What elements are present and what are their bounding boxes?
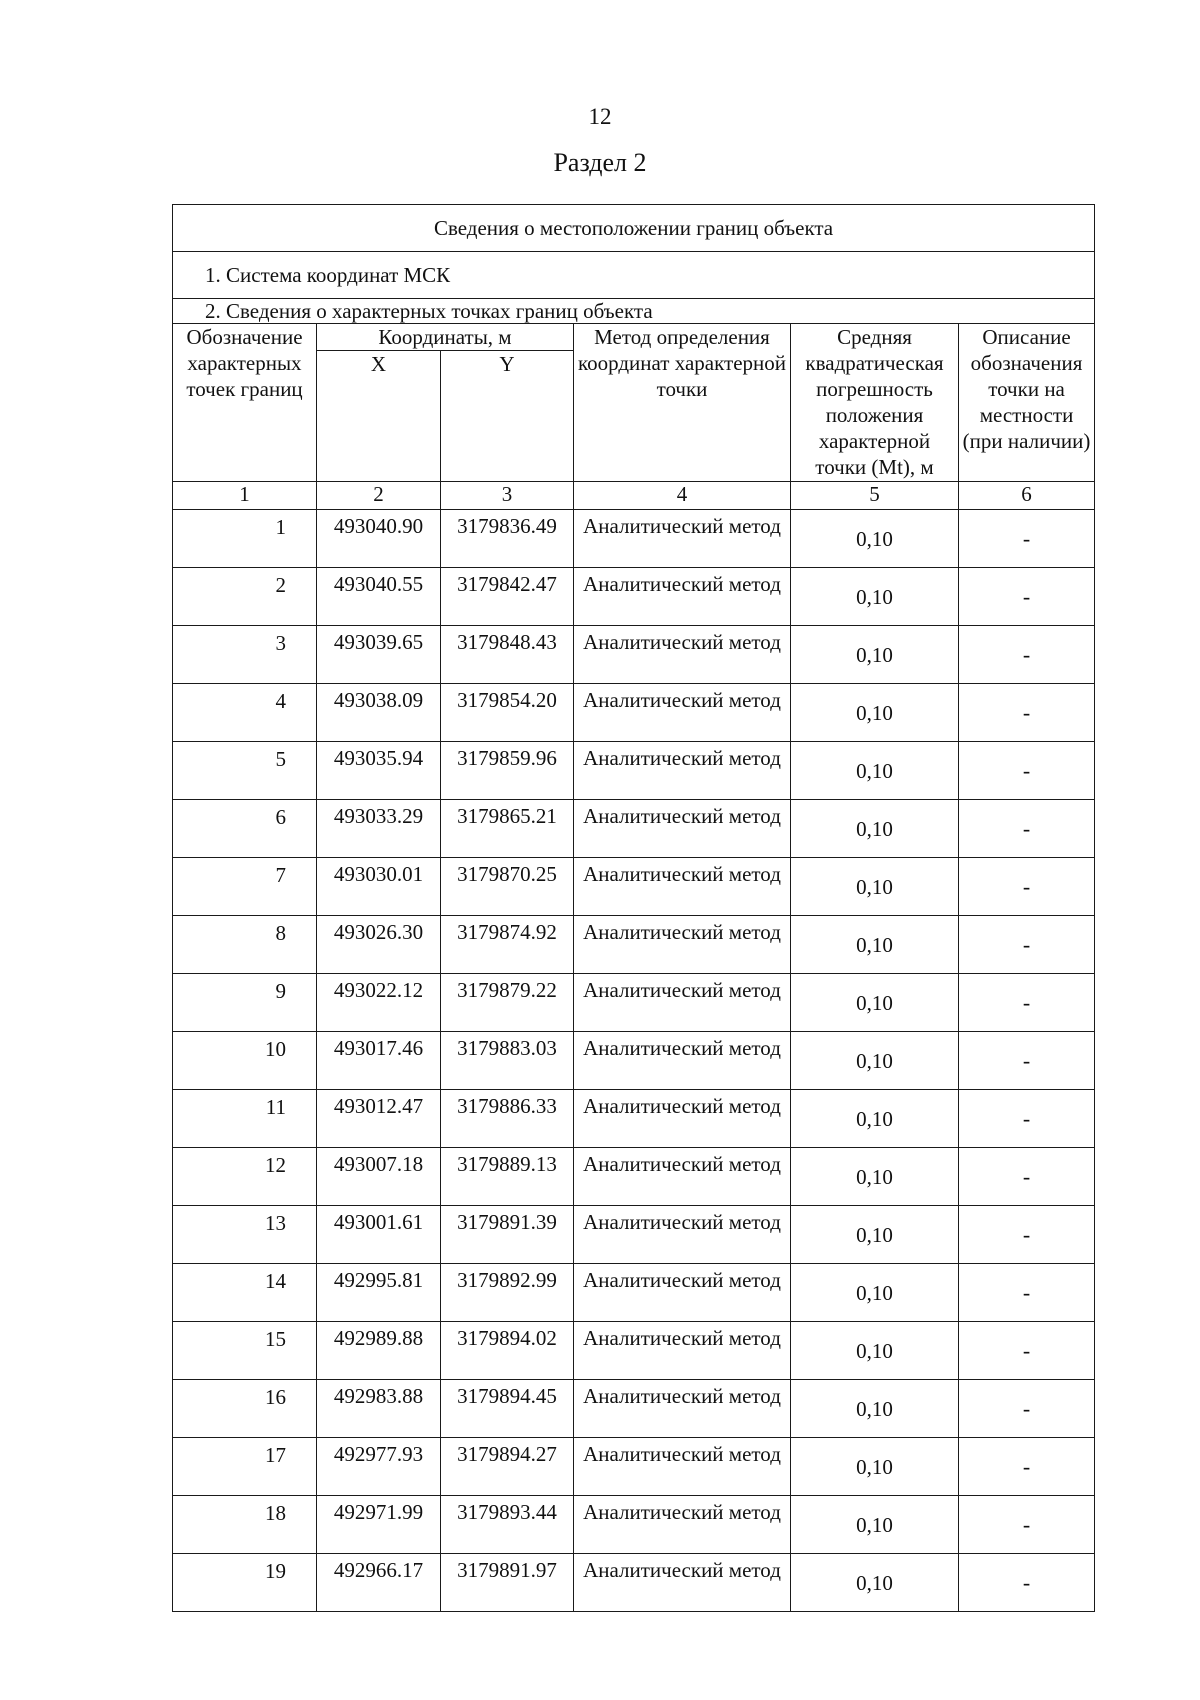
x-coordinate: 492971.99 (317, 1496, 441, 1554)
point-number: 7 (173, 858, 317, 916)
header-method: Метод определения координат характерной точки (574, 324, 791, 482)
y-coordinate: 3179865.21 (441, 800, 574, 858)
section-title: Раздел 2 (553, 148, 647, 177)
y-coordinate: 3179874.92 (441, 916, 574, 974)
x-coordinate: 492983.88 (317, 1380, 441, 1438)
y-coordinate: 3179859.96 (441, 742, 574, 800)
table-row (173, 1496, 1095, 1554)
x-coordinate: 493040.55 (317, 568, 441, 626)
point-number: 3 (173, 626, 317, 684)
point-number: 14 (173, 1264, 317, 1322)
y-coordinate: 3179886.33 (441, 1090, 574, 1148)
method: Аналитический метод (574, 1206, 791, 1264)
point-description: - (959, 1032, 1095, 1090)
error-value: 0,10 (791, 1380, 959, 1438)
point-number: 10 (173, 1032, 317, 1090)
point-number: 17 (173, 1438, 317, 1496)
column-number: 2 (317, 482, 441, 510)
column-number: 4 (574, 482, 791, 510)
table-row (173, 1032, 1095, 1090)
error-value: 0,10 (791, 1264, 959, 1322)
point-number: 2 (173, 568, 317, 626)
table-row (173, 1090, 1095, 1148)
method: Аналитический метод (574, 1496, 791, 1554)
header-y: Y (441, 351, 574, 482)
point-description: - (959, 1554, 1095, 1612)
method: Аналитический метод (574, 800, 791, 858)
x-coordinate: 493035.94 (317, 742, 441, 800)
point-number: 9 (173, 974, 317, 1032)
point-description: - (959, 1380, 1095, 1438)
header-coordinates: Координаты, м (317, 324, 574, 351)
x-coordinate: 492989.88 (317, 1322, 441, 1380)
y-coordinate: 3179892.99 (441, 1264, 574, 1322)
x-coordinate: 493026.30 (317, 916, 441, 974)
point-description: - (959, 974, 1095, 1032)
point-number: 13 (173, 1206, 317, 1264)
x-coordinate: 493017.46 (317, 1032, 441, 1090)
x-coordinate: 493040.90 (317, 510, 441, 568)
table-row (173, 1206, 1095, 1264)
header-description: Описание обозначения точки на местности (при наличии) (959, 324, 1095, 482)
point-number: 19 (173, 1554, 317, 1612)
point-description: - (959, 1090, 1095, 1148)
point-number: 15 (173, 1322, 317, 1380)
point-description: - (959, 742, 1095, 800)
x-coordinate: 493007.18 (317, 1148, 441, 1206)
table-row (173, 684, 1095, 742)
points-heading: 2. Сведения о характерных точках границ объекта (173, 299, 1095, 324)
point-description: - (959, 1322, 1095, 1380)
point-description: - (959, 1496, 1095, 1554)
y-coordinate: 3179894.02 (441, 1322, 574, 1380)
method: Аналитический метод (574, 1148, 791, 1206)
method: Аналитический метод (574, 1264, 791, 1322)
table-row (173, 742, 1095, 800)
method: Аналитический метод (574, 742, 791, 800)
method: Аналитический метод (574, 1322, 791, 1380)
error-value: 0,10 (791, 1032, 959, 1090)
y-coordinate: 3179891.97 (441, 1554, 574, 1612)
point-description: - (959, 858, 1095, 916)
error-value: 0,10 (791, 568, 959, 626)
table-row (173, 858, 1095, 916)
page-number: 12 (588, 104, 612, 129)
method: Аналитический метод (574, 510, 791, 568)
error-value: 0,10 (791, 858, 959, 916)
error-value: 0,10 (791, 1148, 959, 1206)
column-number: 3 (441, 482, 574, 510)
error-value: 0,10 (791, 626, 959, 684)
method: Аналитический метод (574, 626, 791, 684)
y-coordinate: 3179870.25 (441, 858, 574, 916)
table-row (173, 1264, 1095, 1322)
x-coordinate: 493012.47 (317, 1090, 441, 1148)
x-coordinate: 493022.12 (317, 974, 441, 1032)
y-coordinate: 3179848.43 (441, 626, 574, 684)
error-value: 0,10 (791, 974, 959, 1032)
y-coordinate: 3179854.20 (441, 684, 574, 742)
y-coordinate: 3179889.13 (441, 1148, 574, 1206)
table-row (173, 568, 1095, 626)
method: Аналитический метод (574, 916, 791, 974)
point-number: 1 (173, 510, 317, 568)
x-coordinate: 492995.81 (317, 1264, 441, 1322)
y-coordinate: 3179894.45 (441, 1380, 574, 1438)
table-row (173, 1554, 1095, 1612)
method: Аналитический метод (574, 1554, 791, 1612)
table-row (173, 916, 1095, 974)
table-row (173, 1438, 1095, 1496)
point-number: 12 (173, 1148, 317, 1206)
point-description: - (959, 568, 1095, 626)
point-number: 18 (173, 1496, 317, 1554)
table-row (173, 1322, 1095, 1380)
error-value: 0,10 (791, 510, 959, 568)
table-row (173, 800, 1095, 858)
method: Аналитический метод (574, 1032, 791, 1090)
point-number: 11 (173, 1090, 317, 1148)
method: Аналитический метод (574, 568, 791, 626)
error-value: 0,10 (791, 1496, 959, 1554)
point-description: - (959, 916, 1095, 974)
method: Аналитический метод (574, 684, 791, 742)
table-row (173, 974, 1095, 1032)
y-coordinate: 3179891.39 (441, 1206, 574, 1264)
y-coordinate: 3179894.27 (441, 1438, 574, 1496)
x-coordinate: 493001.61 (317, 1206, 441, 1264)
boundary-points-table (172, 204, 1095, 1612)
y-coordinate: 3179893.44 (441, 1496, 574, 1554)
error-value: 0,10 (791, 742, 959, 800)
error-value: 0,10 (791, 800, 959, 858)
point-description: - (959, 626, 1095, 684)
table-row (173, 1380, 1095, 1438)
error-value: 0,10 (791, 684, 959, 742)
point-description: - (959, 1264, 1095, 1322)
point-number: 4 (173, 684, 317, 742)
x-coordinate: 493039.65 (317, 626, 441, 684)
method: Аналитический метод (574, 1090, 791, 1148)
y-coordinate: 3179879.22 (441, 974, 574, 1032)
point-number: 16 (173, 1380, 317, 1438)
point-number: 6 (173, 800, 317, 858)
table-row (173, 1148, 1095, 1206)
table-title: Сведения о местоположении границ объекта (173, 205, 1095, 252)
point-description: - (959, 1148, 1095, 1206)
y-coordinate: 3179883.03 (441, 1032, 574, 1090)
x-coordinate: 492966.17 (317, 1554, 441, 1612)
point-number: 5 (173, 742, 317, 800)
error-value: 0,10 (791, 1322, 959, 1380)
y-coordinate: 3179836.49 (441, 510, 574, 568)
table-row (173, 510, 1095, 568)
column-number: 6 (959, 482, 1095, 510)
x-coordinate: 493038.09 (317, 684, 441, 742)
error-value: 0,10 (791, 1554, 959, 1612)
method: Аналитический метод (574, 858, 791, 916)
header-x: X (317, 351, 441, 482)
error-value: 0,10 (791, 916, 959, 974)
header-point-name: Обозначение характерных точек границ (173, 324, 317, 482)
column-number: 5 (791, 482, 959, 510)
point-description: - (959, 800, 1095, 858)
method: Аналитический метод (574, 1380, 791, 1438)
table-row (173, 626, 1095, 684)
error-value: 0,10 (791, 1438, 959, 1496)
point-number: 8 (173, 916, 317, 974)
coordinate-system: 1. Система координат МСК (173, 252, 1095, 299)
point-description: - (959, 1438, 1095, 1496)
x-coordinate: 492977.93 (317, 1438, 441, 1496)
point-description: - (959, 684, 1095, 742)
x-coordinate: 493030.01 (317, 858, 441, 916)
method: Аналитический метод (574, 1438, 791, 1496)
error-value: 0,10 (791, 1090, 959, 1148)
column-number: 1 (173, 482, 317, 510)
y-coordinate: 3179842.47 (441, 568, 574, 626)
point-description: - (959, 510, 1095, 568)
x-coordinate: 493033.29 (317, 800, 441, 858)
header-error: Средняя квадратическая погрешность положения характерной точки (Mt), м (791, 324, 959, 482)
method: Аналитический метод (574, 974, 791, 1032)
error-value: 0,10 (791, 1206, 959, 1264)
point-description: - (959, 1206, 1095, 1264)
